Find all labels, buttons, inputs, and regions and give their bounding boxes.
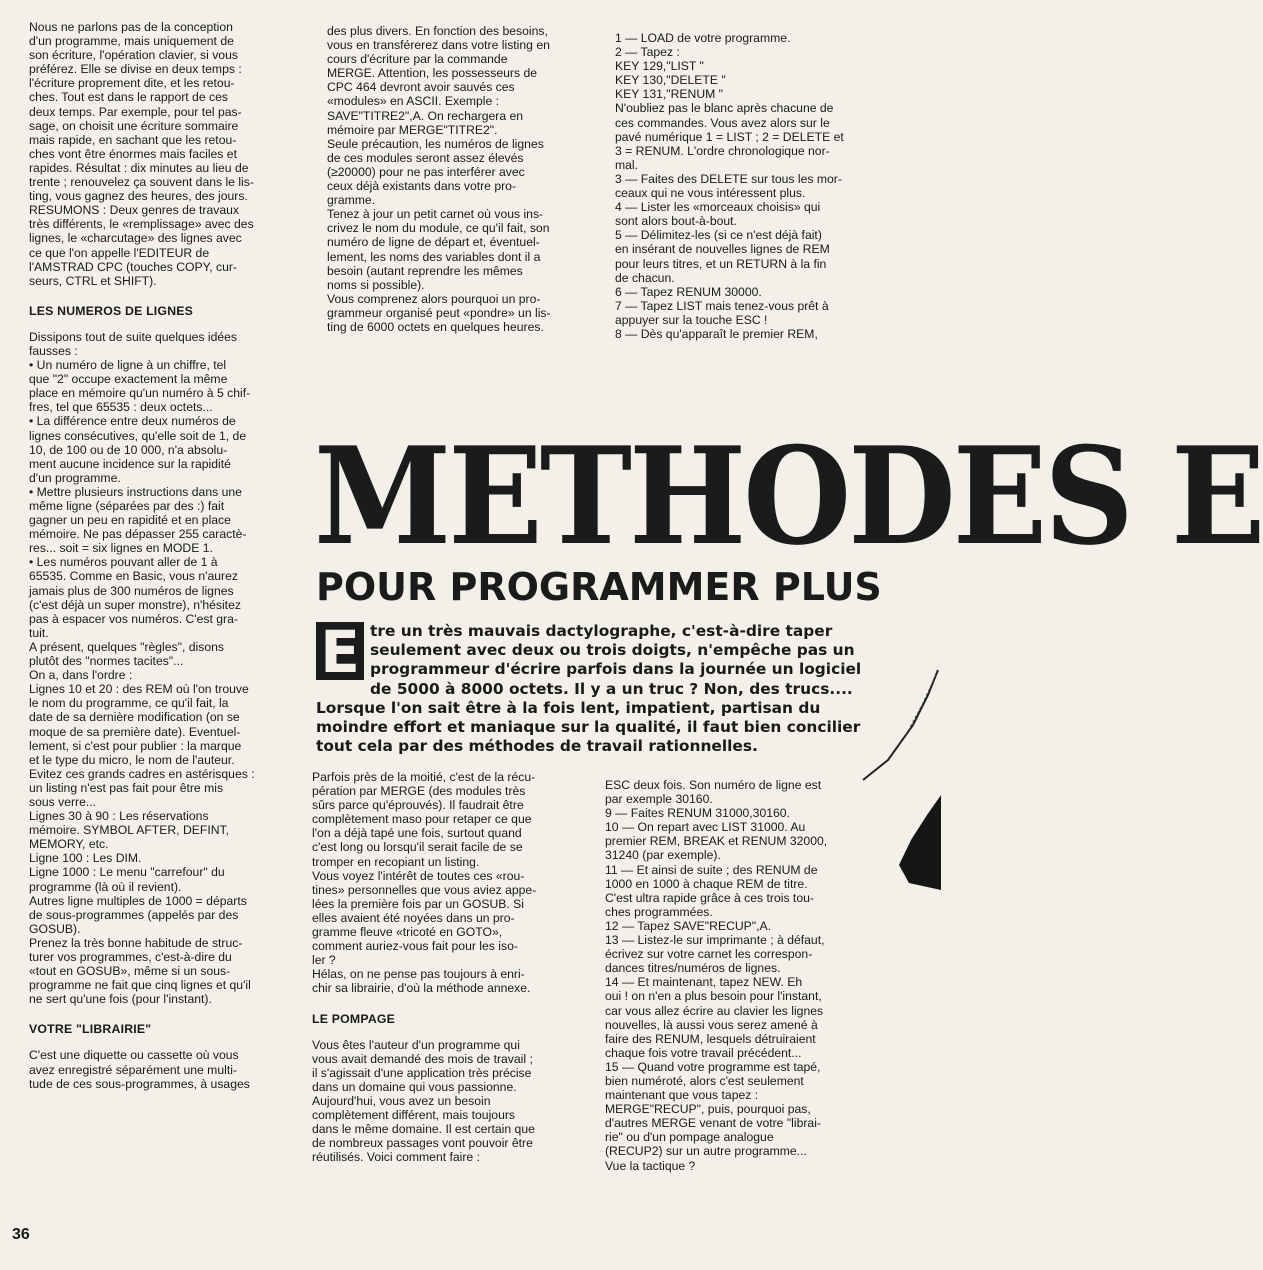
article-subtitle: POUR PROGRAMMER PLUS — [316, 565, 882, 609]
intro-text: tre un très mauvais dactylographe, c'est-à-dire taper seulement avec deux ou trois doigts, n'empêche pas un programmeur d'écrire parfois dans la journée un logiciel de 5000 à 8000 octets. Il y a un truc ? Non, des trucs.... Lorsque l'on sait être à la fois lent, impatient, partisan du moindre effort et maniaque sur la qualité, il faut bien concilier tout cela par des méthodes de travail rationnelles. — [316, 622, 862, 756]
section-heading-librairie: VOTRE "LIBRAIRIE" — [29, 1022, 152, 1037]
page-number: 36 — [12, 1226, 30, 1243]
column-1 — [29, 20, 297, 1093]
article-title: METHODES E — [314, 418, 1263, 576]
paragraph: Parfois près de la moitié, c'est de la récu- pération par MERGE (des modules très sûrs parce qu'éprouvés). Il faudrait être complètement maso pour retaper ce que l'on a déjà tapé une fois, surtout quand c'est long ou lorsqu'il serait facile de se tromper en recopiant un listing. Vous voyez l'intérêt de toutes ces «rou- tines» personnelles que vous aviez appe- lées la première fois par un GOSUB. Si elles avaient été noyées dans un pro- gramme fleuve «tricoté en GOTO», comment auriez-vous fait pour les iso- ler ? Hélas, on ne pense pas toujours à enri- chir sa librairie, d'où la méthode annexe. — [312, 770, 537, 996]
section-heading-numeros: LES NUMEROS DE LIGNES — [29, 303, 194, 318]
paragraph: Dissipons tout de suite quelques idées fausses : • Un numéro de ligne à un chiffre, tel que "2" occupe exactement la même place en mémoire qu'un numéro à 5 chif- fres, tel que 65535 : deux octets... • La différence entre deux numéros de lignes consécutives, qu'elle soit de 1, de 10, de 100 ou de 10 000, n'a absolu- ment aucune incidence sur la rapidité d'un programme. • Mettre plusieurs instructions dans une même ligne (séparées par des :) fait gagner un peu en rapidité et en place mémoire. Ne pas dépasser 255 caractè- res... soit = six lignes en MODE 1. • Les numéros pouvant aller de 1 à 65535. Comme en Basic, vous n'aurez jamais plus de 300 numéros de lignes (c'est déjà un super monstre), n'hésitez pas à espacer vos numéros. C'est gra- tuit. A présent, quelques "règles", disons plutôt des "normes tacites"... On a, dans l'ordre : Lignes 10 et 20 : des REM où l'on trouve le nom du programme, ce qu'il fait, la date de sa dernière modification (on se moque de sa première date). Eventuel- lement, si c'est pour publier : la marque et le type du micro, le nom de l'auteur. Evitez ces grands cadres en astérisques : un listing n'est pas fait pour être mis sous verre... Lignes 30 à 90 : Les réservations mémoire. SYMBOL AFTER, DEFINT, MEMORY, etc. Ligne 100 : Les DIM. Ligne 1000 : Le menu "carrefour" du programme (là où il revient). Autres ligne multiples de 1000 = départs de sous-programmes (appelés par des GOSUB). Prenez la très bonne habitude de struc- turer vos programmes, c'est-à-dire du «tout en GOSUB», même si un sous- programme ne fait que cinq lignes et qu'il ne sert qu'une fois (pour l'instant). — [29, 329, 255, 1007]
paragraph: des plus divers. En fonction des besoins, vous en transférerez dans votre listing en cours d'écriture par la commande MERGE. Attention, les possesseurs de CPC 464 devront avoir sauvés ces «modules» en ASCII. Exemple : SAVE"TITRE2",A. On rechargera en mémoire par MERGE"TITRE2". Seule précaution, les numéros de lignes de ces modules seront assez élevés (≥20000) pour ne pas interférer avec ceux déjà existants dans votre pro- gramme. Tenez à jour un petit carnet où vous ins- crivez le nom du module, ce qu'il fait, son numéro de ligne de départ et, éventuel- lement, les noms des variables dont il a besoin (autant reprendre les mêmes noms si possible). Vous comprenez alors pourquoi un pro- grammeur organisé peut «pondre» un lis- ting de 6000 octets en quelques heures. — [327, 24, 551, 334]
article-intro — [316, 618, 876, 756]
illustration-arm-fragment — [858, 665, 941, 785]
column-2 — [327, 24, 589, 336]
paragraph: Nous ne parlons pas de la conception d'un programme, mais uniquement de son écriture, l'opération clavier, si vous préférez. Elle se divise en deux temps : l'écriture proprement dite, et les retou- ches. Tout est dans le rapport de ces deux temps. Par exemple, pour tel pas- sage, on choisit une écriture sommaire mais rapide, en sachant que les retou- ches vont être énormes mais faciles et rapides. Résultat : dix minutes au lieu de trente ; renouvelez ça souvent dans le lis- ting, vous gagnez des heures, des jours. RESUMONS : Deux genres de travaux très différents, le «remplissage» avec des lignes, le «charcutage» des lignes avec ce que l'on appelle l'EDITEUR de l'AMSTRAD CPC (touches COPY, cur- seurs, CTRL et SHIFT). — [29, 20, 254, 288]
paragraph: 1 — LOAD de votre programme. 2 — Tapez : KEY 129,"LIST " KEY 130,"DELETE " KEY 131,"RENUM " N'oubliez pas le blanc après chacune de ces commandes. Vous avez alors sur le pavé numérique 1 = LIST ; 2 = DELETE et 3 = RENUM. L'ordre chronologique nor- mal. 3 — Faites des DELETE sur tous les mor- ceaux qui ne vous intéressent plus. 4 — Lister les «morceaux choisis» qui sont alors bout-à-bout. 5 — Délimitez-les (si ce n'est déjà fait) en insérant de nouvelles lignes de REM pour leurs titres, et un RETURN à la fin de chacun. 6 — Tapez RENUM 30000. 7 — Tapez LIST mais tenez-vous prêt à appuyer sur la touche ESC ! 8 — Dès qu'apparaît le premier REM, — [615, 31, 844, 341]
drop-cap: E — [316, 622, 364, 680]
paragraph: ESC deux fois. Son numéro de ligne est par exemple 30160. 9 — Faites RENUM 31000,30160. 10 — On repart avec LIST 31000. Au premier REM, BREAK et RENUM 32000, 31240 (par exemple). 11 — Et ainsi de suite ; des RENUM de 1000 en 1000 à chaque REM de titre. C'est ultra rapide grâce à ces trois tou- ches programmées. 12 — Tapez SAVE"RECUP",A. 13 — Listez-le sur imprimante ; à défaut, écrivez sur votre carnet les correspon- dances titres/numéros de lignes. 14 — Et maintenant, tapez NEW. Eh oui ! on n'en a plus besoin pour l'instant, car vous allez écrire au clavier les lignes nouvelles, là aussi vous serez amené à faire des RENUM, lesquels détruiraient chaque fois votre travail précédent... 15 — Quand votre programme est tapé, bien numéroté, alors c'est seulement maintenant que vous tapez : MERGE"RECUP", puis, pourquoi pas, d'autres MERGE venant de votre "librai- rie" ou d'un pompage analogue (RECUP2) sur un autre programme... Vue la tactique ? — [605, 778, 828, 1173]
paragraph: Vous êtes l'auteur d'un programme qui vous avait demandé des mois de travail ; il s'agissait d'une application très précise dans un domaine qui vous passionne. Aujourd'hui, vous avez un besoin complètement différent, mais toujours dans le même domaine. Il est certain que de nombreux passages vont pouvoir être réutilisés. Voici comment faire : — [312, 1037, 535, 1165]
paragraph: C'est une diquette ou cassette où vous avez enregistré séparément une multi- tude de ces sous-programmes, à usages — [29, 1048, 250, 1091]
illustration-silhouette-fragment — [899, 795, 941, 890]
section-heading-pompage: LE POMPAGE — [312, 1011, 396, 1026]
column-3 — [615, 31, 883, 343]
column-5 — [605, 778, 875, 1175]
column-4 — [312, 770, 578, 1166]
